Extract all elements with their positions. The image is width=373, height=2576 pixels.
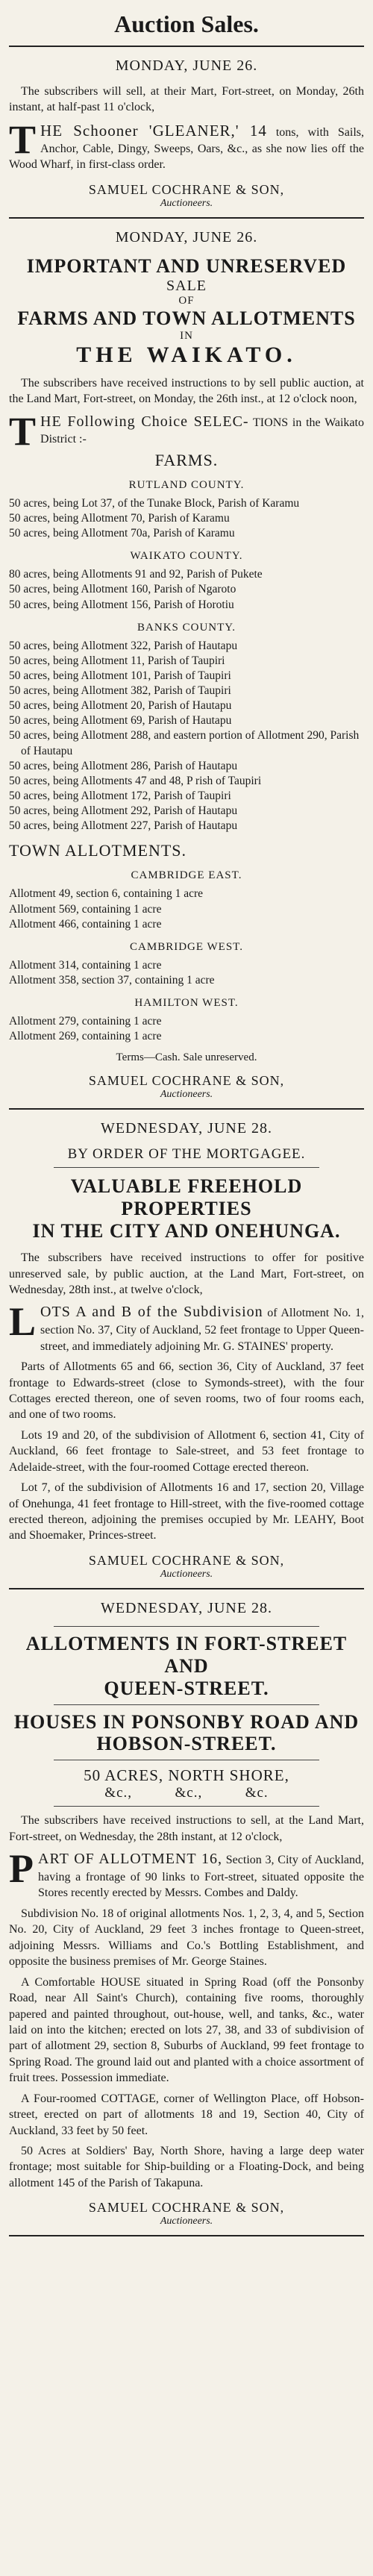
ad-intro: The subscribers will sell, at their Mart, Fort-street, on Monday, 26th instant, at half-past 11 o'clock, [9,85,364,114]
ad-paragraph: Lots 19 and 20, of the subdivision of Allotment 6, section 41, City of Auckland, 66 feet frontage to Sale-street, and 53 feet frontage to Adelaide-street, with the four-roomed Cottage erected thereon. [9,1428,364,1474]
ad-headline: VALUABLE FREEHOLD PROPERTIES [70,1175,303,1220]
lot-entry: 50 acres, being Allotment 288, and eastern portion of Allotment 290, Parish of Hautapu [9,729,360,757]
ad-headline: &c., &c., &c. [104,1785,269,1801]
drop-cap: P [9,1846,34,1892]
ad-order-line: BY ORDER OF THE MORTGAGEE. [67,1146,306,1163]
ad-intro: The subscribers have received instructions to sell, at the Land Mart, Fort-street, on Wednesday, the 28th instant, at 12 o'clock, [9,1814,364,1843]
lot-entry: 50 acres, being Allotment 20, Parish of Hautapu [9,699,232,713]
ad-date: WEDNESDAY, JUNE 28. [100,1120,273,1137]
ad-date: MONDAY, JUNE 26. [115,57,258,74]
lot-entry: 50 acres, being Allotment 322, Parish of Hautapu [9,639,238,652]
ad-headline: QUEEN-STREET. [104,1677,269,1699]
section-masthead: Auction Sales. [114,10,259,37]
ad-mortgagee-sale [9,1120,364,1580]
auctioneer-role: Auctioneers. [160,197,213,209]
auctioneer-role: Auctioneers. [160,1089,213,1101]
auctioneer-firm: SAMUEL COCHRANE & SON, [88,2200,285,2216]
ad-headline: IN [180,329,193,342]
sale-terms: Terms—Cash. Sale unreserved. [116,1051,257,1064]
ad-paragraph: 50 Acres at Soldiers' Bay, North Shore, having a large deep water frontage; most suitable for Ship-building or a Floating-Dock, and being allotment 145 of the Parish of Takapuna. [9,2145,364,2189]
lot-entry: Allotment 358, section 37, containing 1 acre [9,974,215,987]
auctioneer-firm: SAMUEL COCHRANE & SON, [88,181,285,197]
lot-entry: 50 acres, being Allotment 11, Parish of Taupiri [9,654,225,667]
ad-paragraph: A Comfortable HOUSE situated in Spring Road (off the Ponsonby Road, near All Saint's Church), containing five rooms, thoroughly papered and painted throughout, out-house, well, and tanks, &c., water laid on into the kitchen; erected on lots 27, 38, and 33 of subdivision of part of allotment 29, section 8, Suburbs of Auckland, 99 feet frontage to Spring Road. The ground laid out and planted with a choice assortment of fruit trees. Possession immediate. [9,1975,364,2085]
lot-entry: Allotment 314, containing 1 acre [9,958,162,972]
town-allotments-heading: TOWN ALLOTMENTS. [9,841,187,860]
ad-date: WEDNESDAY, JUNE 28. [100,1599,273,1616]
lot-entry: 50 acres, being Allotment 227, Parish of Hautapu [9,819,238,833]
lot-entry: Allotment 49, section 6, containing 1 acre [9,887,203,901]
ad-intro: The subscribers have received instructions to by sell public auction, at the Land Mart, Fort-street, on Monday, the 26th inst., at 12 o'clock noon, [9,376,364,406]
ad-intro: The subscribers have received instructions to offer for positive unreserved sale, by public auction, at the Land Mart, Fort-street, on Wednesday, 28th inst., at twelve o'clock, [9,1251,364,1296]
ad-headline: IN THE CITY AND ONEHUNGA. [32,1220,341,1242]
lot-entry: Allotment 269, containing 1 acre [9,1030,162,1043]
lot-entry: 50 acres, being Allotment 101, Parish of Taupiri [9,669,231,682]
auctioneer-firm: SAMUEL COCHRANE & SON, [88,1073,285,1089]
divider [9,1588,364,1589]
ad-paragraph: Subdivision No. 18 of original allotments Nos. 1, 2, 3, 4, and 5, Section No. 20, City of Auckland, 29 feet 3 inches frontage to Queen-street, adjoining Messrs. Williams and Co.'s Bottling Establishment, and opposite the business premises of Mr. George Staines. [9,1907,364,1969]
drop-cap: T [9,116,37,162]
drop-cap: L [9,1299,37,1345]
ad-allotments-fort-queen [9,1600,364,2228]
ad-paragraph: Lot 7, of the subdivision of Allotments 16 and 17, section 20, Village of Onehunga, 41 feet frontage to Hill-street, with the five-roomed cottage erected thereon, adjoining the premises occupied by Mr. LEAHY, Boot and Shoemaker, Princes-street. [9,1481,364,1542]
county-heading: BANKS COUNTY. [137,621,236,634]
lot-entry: Allotment 279, containing 1 acre [9,1015,162,1028]
auctioneer-role: Auctioneers. [160,1568,213,1580]
town-heading: CAMBRIDGE WEST. [130,940,243,953]
ad-schooner-sale [9,57,364,210]
lot-entry: 50 acres, being Allotment 292, Parish of Hautapu [9,804,238,818]
lot-entry: 50 acres, being Allotment 70a, Parish of Karamu [9,527,235,540]
ad-headline: FARMS AND TOWN ALLOTMENTS [17,307,356,329]
lot-entry: 50 acres, being Lot 37, of the Tunake Block, Parish of Karamu [9,496,300,510]
town-heading: HAMILTON WEST. [134,997,239,1010]
divider [9,46,364,47]
lot-entry: 50 acres, being Allotment 156, Parish of Horotiu [9,598,234,611]
auctioneer-firm: SAMUEL COCHRANE & SON, [88,1552,285,1568]
ad-date: MONDAY, JUNE 26. [115,228,258,246]
farms-heading: FARMS. [154,450,219,469]
ad-headline: ALLOTMENTS IN FORT-STREET AND [25,1632,348,1677]
ad-headline: OF [178,294,195,307]
divider [9,1108,364,1110]
lot-entry: Allotment 466, containing 1 acre [9,917,162,931]
ad-lead: HE Schooner 'GLEANER,' 14 [40,121,267,140]
lot-entry: 50 acres, being Allotment 382, Parish of Taupiri [9,684,231,698]
lot-entry: 50 acres, being Allotment 286, Parish of Hautapu [9,759,238,772]
county-heading: WAIKATO COUNTY. [130,550,243,563]
town-heading: CAMBRIDGE EAST. [131,869,242,882]
drop-cap: T [9,408,37,454]
ad-headline: IMPORTANT AND UNRESERVED [26,254,347,277]
ad-headline: SALE [166,277,207,294]
ad-waikato-farms [9,229,364,1101]
ad-paragraph: A Four-roomed COTTAGE, corner of Wellington Place, off Hobson-street, erected on part of allotments 18 and 19, Section 40, City of Auckland, 33 feet by 50 feet. [9,2092,364,2137]
ad-lead: OTS A and B of the Subdivision [40,1304,263,1321]
divider [9,2235,364,2236]
ad-lead-continued: of Allotment No. 1, section No. 37, City of Auckland, 52 feet frontage to Upper Queen-street, and immediately adjoining Mr. G. STAINES' property. [40,1307,364,1353]
lot-entry: 80 acres, being Allotments 91 and 92, Parish of Pukete [9,568,263,581]
auctioneer-role: Auctioneers. [160,2216,213,2228]
ad-headline: 50 ACRES, NORTH SHORE, [84,1766,289,1785]
ad-headline: HOUSES IN PONSONBY ROAD AND [13,1710,360,1733]
ad-lead-continued: tons, with Sails, Anchor, Cable, Dingy, Sweeps, Oars, &c., as she now lies off the Wood Wharf, in first-class order. [9,125,364,172]
lot-entry: 50 acres, being Allotment 70, Parish of Karamu [9,511,230,525]
ad-lead: ART OF ALLOTMENT 16, [38,1851,223,1868]
lot-entry: Allotment 569, containing 1 acre [9,902,162,916]
lot-entry: 50 acres, being Allotment 69, Parish of Hautapu [9,714,232,728]
lot-entry: 50 acres, being Allotments 47 and 48, P rish of Taupiri [9,774,262,787]
ad-headline: THE WAIKATO. [76,342,297,367]
lot-entry: 50 acres, being Allotment 160, Parish of Ngaroto [9,583,236,596]
ad-lead-continued: TIONS in the Waikato District :- [40,416,364,446]
ad-headline: HOBSON-STREET. [96,1733,277,1755]
ad-lead-continued: Section 3, City of Auckland, having a frontage of 90 links to Fort-street, situated opposite the Stores recently erected by Messrs. Combes and Daldy. [38,1854,365,1900]
ad-lead: HE Following Choice SELEC- [40,413,249,430]
county-heading: RUTLAND COUNTY. [128,478,245,491]
divider [9,217,364,219]
lot-entry: 50 acres, being Allotment 172, Parish of Taupiri [9,790,231,803]
ad-paragraph: Parts of Allotments 65 and 66, section 36, City of Auckland, 37 feet frontage to Edwards-street (close to Symonds-street), with the four Cottages erected thereon, one of seven rooms, two of four rooms each, and one of two rooms. [9,1360,364,1422]
